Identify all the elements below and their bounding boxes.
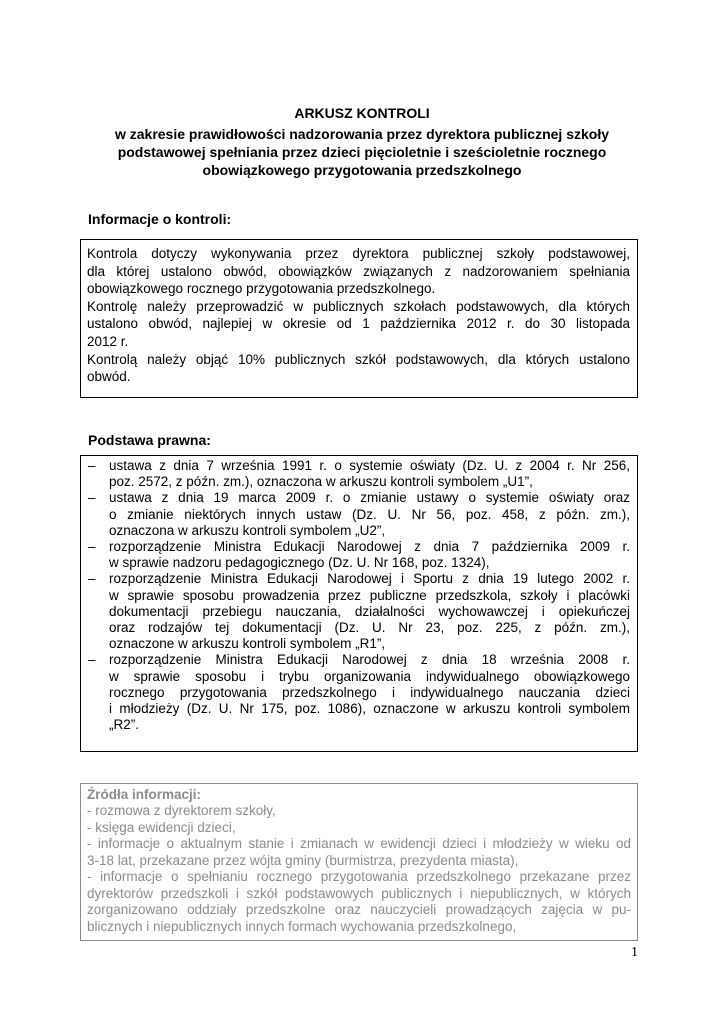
text-line: ustalono obwód, najlepiej w okresie od 1 października 2012 r. do 30 listopada bbox=[87, 316, 630, 332]
text-line: 3-18 lat, przekazane przez wójta gminy (burmistrza, prezydenta miasta), bbox=[87, 852, 519, 868]
text-line: ustawa z dnia 7 września 1991 r. o systemie oświaty (Dz. U. z 2004 r. Nr 256, bbox=[109, 458, 630, 473]
legal-heading: Podstawa prawna: bbox=[88, 432, 211, 448]
page-number: 1 bbox=[631, 945, 638, 960]
source-item bbox=[87, 820, 631, 837]
text-line: „R2”. bbox=[109, 717, 139, 733]
text-line: i młodzieży (Dz. U. Nr 175, poz. 1086), oznaczone w arkuszu kontroli symbolem bbox=[109, 701, 630, 717]
text-line: - księga ewidencji dzieci, bbox=[87, 819, 236, 835]
info-heading: Informacje o kontroli: bbox=[88, 211, 232, 227]
document-title: ARKUSZ KONTROLI bbox=[294, 105, 430, 121]
legal-basis-item bbox=[87, 490, 630, 539]
text-line: Kontrola dotyczy wykonywania przez dyrektora publicznej szkoły podstawowej, bbox=[87, 246, 630, 261]
subtitle-line: obowiązkowego przygotowania przedszkolnego bbox=[202, 162, 522, 178]
info-paragraph bbox=[87, 298, 630, 351]
legal-basis-item bbox=[87, 571, 630, 652]
subtitle-line: podstawowej spełniania przez dzieci pięcioletnie i sześcioletnie rocznego bbox=[117, 144, 607, 160]
text-line: oznaczone w arkuszu kontroli symbolem „R1”, bbox=[109, 636, 386, 652]
text-line: w sprawie nadzoru pedagogicznego (Dz. U. Nr 168, poz. 1324), bbox=[109, 555, 490, 571]
sources-heading: Źródła informacji: bbox=[87, 787, 202, 802]
text-line: Kontrolę należy przeprowadzić w publicznych szkołach podstawowych, dla których bbox=[87, 298, 630, 314]
document-subtitle bbox=[95, 125, 629, 179]
legal-basis-item bbox=[87, 458, 630, 490]
legal-box bbox=[80, 455, 638, 752]
text-line: rozporządzenie Ministra Edukacji Narodowej i Sportu z dnia 19 lutego 2002 r. bbox=[109, 571, 630, 587]
text-line: ustawa z dnia 19 marca 2009 r. o zmianie ustawy o systemie oświaty oraz bbox=[109, 490, 630, 506]
text-line: - informacje o aktualnym stanie i zmianach w ewidencji dzieci i młodzieży w wieku od bbox=[87, 836, 631, 851]
text-line: dyrektorów przedszkoli i szkół podstawowych publicznych i niepublicznych, w których bbox=[87, 885, 631, 901]
info-paragraph bbox=[87, 245, 630, 298]
text-line: 2012 r. bbox=[87, 333, 129, 349]
text-line: rozporządzenie Ministra Edukacji Narodowej z dnia 7 października 2009 r. bbox=[109, 539, 630, 555]
legal-basis-item bbox=[87, 652, 630, 733]
text-line: blicznych i niepublicznych innych formach wychowania przedszkolnego, bbox=[87, 918, 517, 934]
text-line: poz. 2572, z późn. zm.), oznaczona w arkuszu kontroli symbolem „U1”, bbox=[109, 474, 533, 490]
text-line: dla której ustalono obwód, obowiązków związanych z nadzorowaniem spełniania bbox=[87, 263, 630, 279]
source-item bbox=[87, 869, 631, 935]
text-line: o zmianie niektórych innych ustaw (Dz. U. Nr 56, poz. 458, z późn. zm.), bbox=[109, 506, 630, 522]
dash-bullet: – bbox=[88, 490, 96, 506]
dash-bullet: – bbox=[88, 652, 96, 668]
dash-bullet: – bbox=[88, 458, 96, 473]
text-line: oznaczona w arkuszu kontroli symbolem „U2”, bbox=[109, 522, 386, 538]
text-line: - informacje o spełnianiu rocznego przygotowania przedszkolnego przekazane przez bbox=[87, 869, 631, 884]
text-line: zorganizowano oddziały przedszkolne oraz nauczycieli prowadzących zajęcia w pu- bbox=[87, 902, 631, 917]
text-line: dokumentacji przebiegu nauczania, działalności wychowawczej i opiekuńczej bbox=[109, 603, 630, 619]
source-item bbox=[87, 803, 631, 820]
legal-basis-item bbox=[87, 539, 630, 571]
dash-bullet: – bbox=[88, 539, 96, 555]
source-item bbox=[87, 836, 631, 869]
text-line: Kontrolą należy objąć 10% publicznych szkół podstawowych, dla których ustalono bbox=[87, 351, 630, 367]
info-paragraph bbox=[87, 351, 630, 386]
info-box bbox=[80, 239, 638, 398]
text-line: obwód. bbox=[87, 369, 131, 385]
text-line: w sprawie sposobu i trybu organizowania indywidualnego obowiązkowego bbox=[109, 668, 630, 684]
text-line: oraz rodzajów tej dokumentacji (Dz. U. Nr 23, poz. 225, z późn. zm.), bbox=[109, 620, 630, 636]
text-line: rocznego przygotowania przedszkolnego i indywidualnego nauczania dzieci bbox=[109, 684, 630, 700]
sources-box bbox=[80, 783, 638, 941]
text-line: obowiązkowego rocznego przygotowania przedszkolnego. bbox=[87, 281, 436, 297]
subtitle-line: w zakresie prawidłowości nadzorowania przez dyrektora publicznej szkoły bbox=[114, 126, 610, 142]
dash-bullet: – bbox=[88, 571, 96, 587]
text-line: - rozmowa z dyrektorem szkoły, bbox=[87, 803, 276, 818]
text-line: w sprawie sposobu prowadzenia przez publiczne przedszkola, szkoły i placówki bbox=[109, 587, 630, 603]
text-line: rozporządzenie Ministra Edukacji Narodowej z dnia 18 września 2008 r. bbox=[109, 652, 630, 668]
